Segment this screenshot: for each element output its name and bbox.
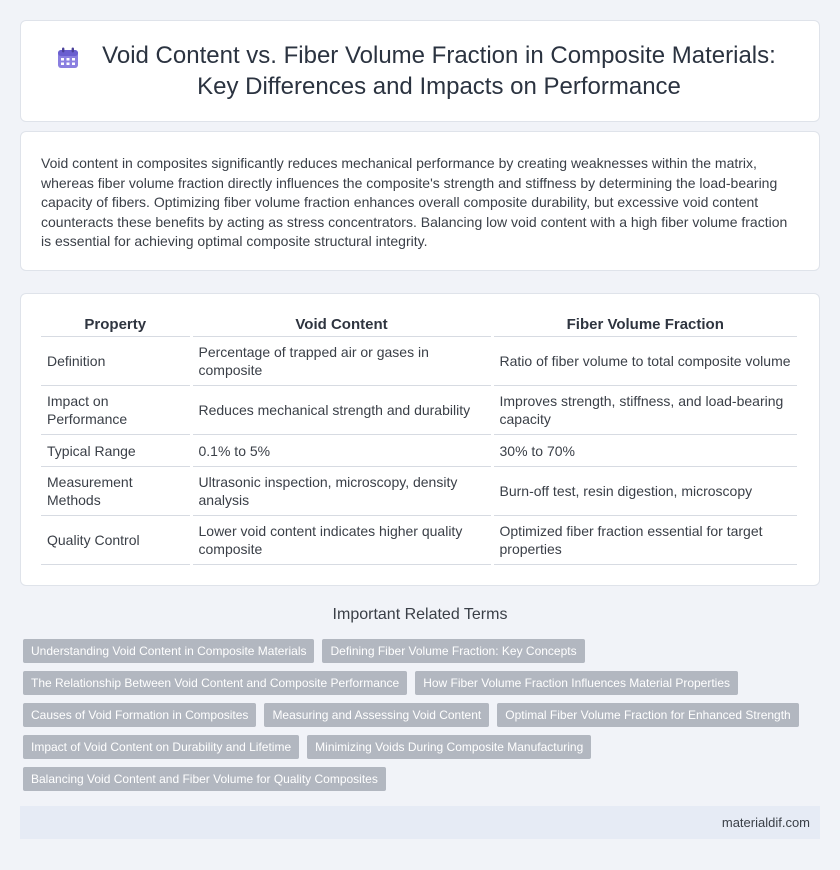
table-row (41, 435, 797, 467)
row-label: Impact on Performance (41, 386, 191, 435)
void-content-cell: 0.1% to 5% (191, 435, 492, 467)
related-term-tag[interactable]: Minimizing Voids During Composite Manufacturing (307, 735, 591, 759)
fiber-volume-cell: Improves strength, stiffness, and load-bearing capacity (492, 386, 797, 435)
related-term-tag[interactable]: Defining Fiber Volume Fraction: Key Concepts (322, 639, 584, 663)
table-header-row (41, 314, 797, 337)
related-term-tag[interactable]: Measuring and Assessing Void Content (264, 703, 489, 727)
page-title: Void Content vs. Fiber Volume Fraction in Composite Materials: Key Differences and Impacts on Performance (102, 42, 776, 100)
row-label: Typical Range (41, 435, 191, 467)
header-void-content: Void Content (191, 314, 492, 337)
void-content-cell: Ultrasonic inspection, microscopy, density analysis (191, 467, 492, 516)
footer-site-link[interactable]: materialdif.com (721, 815, 810, 830)
header-fiber-volume-fraction: Fiber Volume Fraction (492, 314, 797, 337)
void-content-cell: Reduces mechanical strength and durability (191, 386, 492, 435)
row-label: Measurement Methods (41, 467, 191, 516)
related-terms-list (23, 639, 813, 791)
related-term-tag[interactable]: Causes of Void Formation in Composites (23, 703, 256, 727)
fiber-volume-cell: Optimized fiber fraction essential for target properties (492, 516, 797, 565)
table-row (41, 386, 797, 435)
related-term-tag[interactable]: Understanding Void Content in Composite Materials (23, 639, 314, 663)
fiber-volume-cell: Burn-off test, resin digestion, microscopy (492, 467, 797, 516)
title-wrap (56, 40, 784, 102)
footer (20, 806, 820, 839)
row-label: Definition (41, 337, 191, 386)
comparison-table (41, 314, 797, 565)
related-term-tag[interactable]: How Fiber Volume Fraction Influences Material Properties (415, 671, 738, 695)
header-property: Property (41, 314, 191, 337)
summary-text: Void content in composites significantly reduces mechanical performance by creating weaknesses within the matrix, whereas fiber volume fraction directly influences the composite's strength and stiffness by determining the load-bearing capacity of fibers. Optimizing fiber volume fraction enhances overall composite durability, but excessive void content counteracts these benefits by acting as stress concentrators. Balancing low void content with a high fiber volume fraction is essential for achieving optimal composite structural integrity. (41, 155, 788, 249)
related-term-tag[interactable]: The Relationship Between Void Content and Composite Performance (23, 671, 407, 695)
related-term-tag[interactable]: Impact of Void Content on Durability and Lifetime (23, 735, 299, 759)
void-content-cell: Percentage of trapped air or gases in composite (191, 337, 492, 386)
table-row (41, 516, 797, 565)
void-content-cell: Lower void content indicates higher quality composite (191, 516, 492, 565)
summary-card (20, 131, 820, 271)
row-label: Quality Control (41, 516, 191, 565)
table-card (20, 293, 820, 586)
related-terms-heading: Important Related Terms (332, 606, 508, 623)
calendar-icon (56, 46, 80, 70)
related-term-tag[interactable]: Balancing Void Content and Fiber Volume for Quality Composites (23, 767, 386, 791)
table-row (41, 337, 797, 386)
fiber-volume-cell: 30% to 70% (492, 435, 797, 467)
related-term-tag[interactable]: Optimal Fiber Volume Fraction for Enhanced Strength (497, 703, 798, 727)
title-card (20, 20, 820, 122)
table-row (41, 467, 797, 516)
fiber-volume-cell: Ratio of fiber volume to total composite volume (492, 337, 797, 386)
